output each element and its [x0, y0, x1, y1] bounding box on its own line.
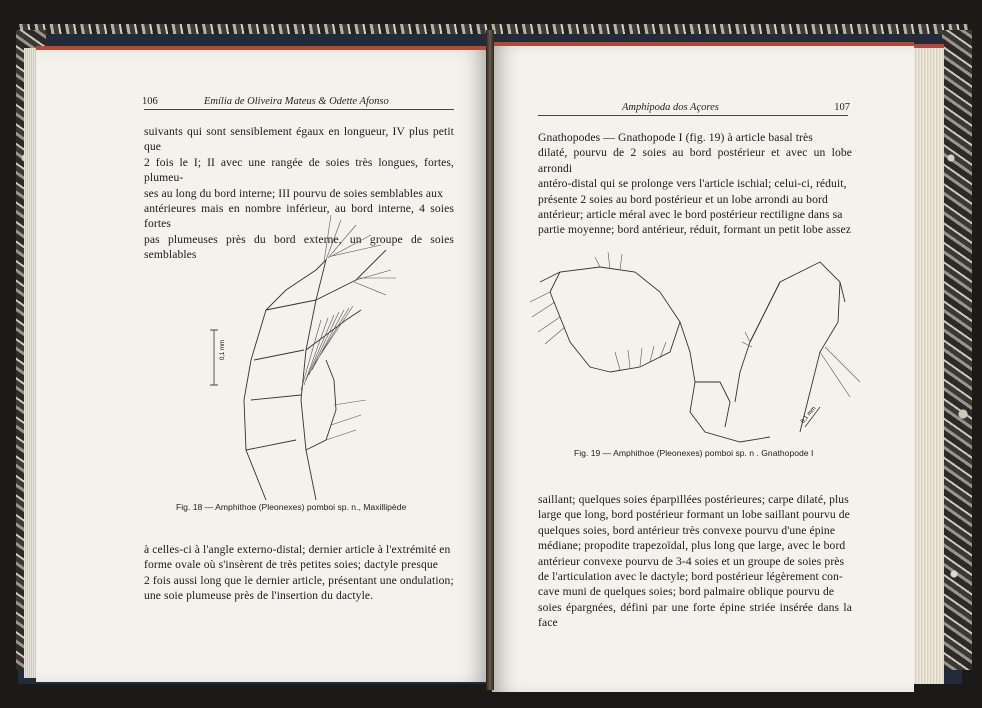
- text-line: soies épargnées, défini par une forte épine striée insérée dans la face: [538, 600, 852, 630]
- page-number-left: 106: [142, 96, 158, 107]
- figure-caption-left: Fig. 18 — Amphithoe (Pleonexes) pomboi sp. n., Maxillipède: [176, 502, 407, 512]
- text-line: médiane; propodite trapezoïdal, plus long que large, avec le bord: [538, 539, 846, 553]
- scale-label-right: 0,1 mm: [800, 405, 818, 425]
- text-line: une soie plumeuse près de l'insertion du dactyle.: [144, 589, 374, 603]
- running-head-title-left: Emília de Oliveira Mateus & Odette Afonso: [204, 96, 389, 107]
- text-line: partie moyenne; bord antérieur, réduit, formant un petit lobe assez: [538, 223, 852, 237]
- text-line: de l'articulation avec le dactyle; bord postérieur légèrement con-: [538, 570, 843, 584]
- page-stack-left: [24, 48, 36, 678]
- page-number-right: 107: [834, 102, 850, 113]
- text-line: présente 2 soies au bord postérieur et un lobe arrondi au bord: [538, 192, 828, 206]
- text-line: large que long, bord postérieur formant un lobe saillant pourvu de: [538, 508, 850, 522]
- figure-18-maxilliped-drawing: [206, 200, 406, 500]
- figure-19-gnathopod-drawing: [520, 222, 870, 447]
- text-line: pas plumeuses près du bord externe, un groupe de soies semblables: [144, 232, 454, 262]
- text-line: antéro-distal qui se prolonge vers l'article ischial; celui-ci, réduit,: [538, 177, 847, 191]
- left-page: [36, 46, 488, 682]
- running-head-title-right: Amphipoda dos Açores: [622, 102, 719, 113]
- right-page: [492, 42, 914, 692]
- paragraph-bottom-right: [538, 492, 852, 631]
- text-line: antérieur convexe pourvu de 3-4 soies et un groupe de soies près: [538, 554, 845, 568]
- text-line: 2 fois le I; II avec une rangée de soies très longues, fortes, plumeu-: [144, 155, 454, 185]
- text-line: cave muni de quelques soies; bord palmaire oblique pourvu de: [538, 585, 835, 599]
- text-line: suivants qui sont sensiblement égaux en longueur, IV plus petit que: [144, 125, 454, 154]
- page-stack-right: [914, 44, 944, 684]
- text-line: à celles-ci à l'angle externo-distal; dernier article à l'extrémité en: [144, 543, 451, 556]
- text-line: 2 fois aussi long que le dernier article, présentant une ondulation;: [144, 573, 454, 587]
- text-line: antérieur; article méral avec le bord postérieur rectiligne dans sa: [538, 208, 843, 222]
- text-line: Gnathopodes — Gnathopode I (fig. 19) à article basal très: [538, 131, 813, 144]
- marbled-edge-right: [942, 30, 972, 670]
- figure-caption-right: Fig. 19 — Amphithoe (Pleonexes) pomboi sp. n . Gnathopode I: [574, 448, 814, 458]
- text-line: forme ovale où s'insèrent de très petites soies; dactyle presque: [144, 558, 439, 572]
- text-line: saillant; quelques soies éparpillées postérieures; carpe dilaté, plus: [538, 493, 849, 506]
- text-line: dilaté, pourvu de 2 soies au bord postérieur et avec un lobe arrondi: [538, 146, 852, 175]
- text-line: antérieures mais en nombre inférieur, au bord interne, 4 soies fortes: [144, 202, 454, 231]
- running-head-right: [538, 102, 848, 116]
- running-head-left: [144, 96, 454, 110]
- scale-label-left: 0,1 mm: [220, 339, 226, 360]
- text-line: quelques soies, bord antérieur très convexe pourvu d'une épine: [538, 523, 836, 537]
- text-line: ses au long du bord interne; III pourvu de soies semblables aux: [144, 186, 443, 200]
- book-gutter: [486, 30, 494, 690]
- paragraph-bottom-left: [144, 542, 454, 604]
